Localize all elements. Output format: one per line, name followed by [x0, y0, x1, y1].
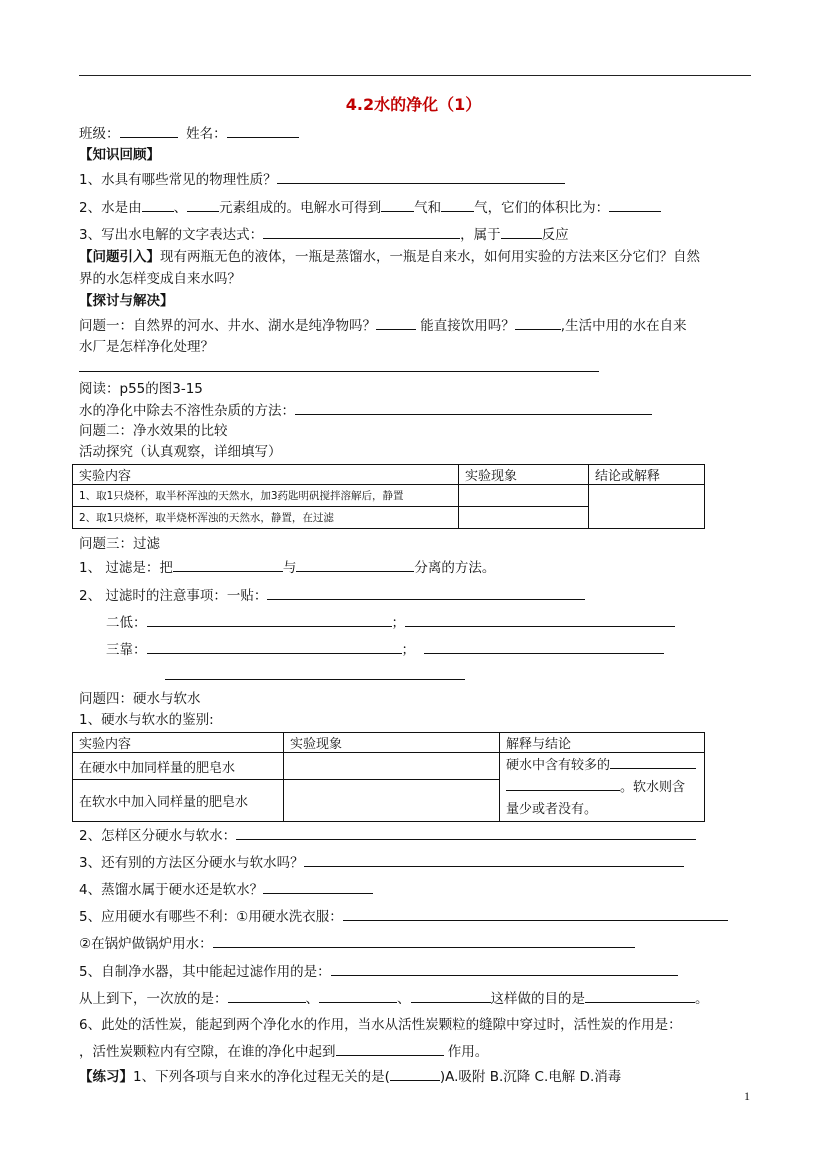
h-question-8: 6、此处的活性炭，能起到两个净化水的作用，当水从活性炭颗粒的缝隙中穿过时，活性炭的作用是：: [79, 1017, 682, 1033]
practice-blank[interactable]: [390, 1067, 440, 1081]
three-lean-blank-1[interactable]: [147, 640, 402, 654]
remove-method: 水的净化中除去不溶性杂质的方法：: [79, 401, 652, 420]
discuss-heading: 【探讨与解决】: [79, 293, 174, 309]
q3-blank-1[interactable]: [263, 225, 460, 239]
t1-header-observation: 实验现象: [459, 465, 589, 485]
two-low-blank-2[interactable]: [405, 613, 675, 627]
t1-header-conclusion: 结论或解释: [589, 465, 705, 485]
question-3: 3、写出水电解的文字表达式： ，属于 反应: [79, 227, 569, 243]
h-question-4: 4、蒸馏水属于硬水还是软水？: [79, 880, 373, 899]
t2-header-conclusion: 解释与结论: [500, 733, 705, 753]
three-lean-line: 三靠： ；: [106, 640, 664, 659]
h3-blank[interactable]: [304, 853, 684, 867]
q1-blank[interactable]: [277, 170, 565, 184]
t2-row-2: 在软水中加入同样量的肥皂水: [73, 780, 284, 822]
experiment-table: [72, 464, 705, 529]
h-question-5b: ②在锅炉做锅炉用水：: [79, 934, 635, 953]
h2-blank[interactable]: [236, 826, 696, 840]
hard-soft-table: [72, 732, 705, 822]
class-name-line: [79, 124, 299, 143]
filter-blank-1[interactable]: [173, 558, 283, 572]
t1-conclusion-cell[interactable]: [589, 485, 705, 529]
q2-blank-4[interactable]: [441, 198, 474, 212]
problem-1-answer: [79, 358, 599, 377]
h-question-2: 2、怎样区分硬水与软水：: [79, 826, 696, 845]
q3-blank-2[interactable]: [501, 225, 542, 239]
h-question-8-line-2: ，活性炭颗粒内有空隙，在谁的净化中起到 作用。: [79, 1044, 489, 1060]
t2-header-observation: 实验现象: [284, 733, 500, 753]
filter-notes: 2、 过滤时的注意事项：一贴：: [79, 586, 585, 605]
intro-line-1: 【问题引入】现有两瓶无色的液体，一瓶是蒸馏水，一瓶是自来水，如何用实验的方法来区分它们？自然: [79, 249, 700, 265]
two-low-blank-1[interactable]: [147, 613, 392, 627]
review-heading: 【知识回顾】: [79, 147, 160, 163]
t1-row-2-observation[interactable]: [459, 507, 589, 529]
filter-definition: 1、 过滤是：把 与 分离的方法。: [79, 560, 496, 576]
h8-blank[interactable]: [336, 1042, 444, 1056]
h4-blank[interactable]: [263, 880, 373, 894]
h5-blank[interactable]: [343, 907, 728, 921]
t2-header-content: 实验内容: [73, 733, 284, 753]
h7-blank-4[interactable]: [585, 989, 695, 1003]
problem-1: 问题一：自然界的河水、井水、湖水是纯净物吗？ 能直接饮用吗？ ,生活中用的水在自来: [79, 318, 687, 334]
q2-blank-2[interactable]: [187, 198, 219, 212]
question-2: 2、水是由 、 元素组成的。电解水可得到 气和 气，它们的体积比为：: [79, 198, 661, 217]
name-blank[interactable]: [227, 124, 299, 138]
t1-row-1-observation[interactable]: [459, 485, 589, 507]
t2-blank-1[interactable]: [610, 755, 696, 769]
t2-conclusion-cell: 硬水中含有较多的 。软水则含 量少或者没有。: [500, 753, 705, 822]
q2-blank-5[interactable]: [609, 198, 661, 212]
three-lean-blank-2[interactable]: [424, 640, 664, 654]
q2-blank-3[interactable]: [381, 198, 414, 212]
name-label: 姓名：: [186, 126, 227, 142]
t2-row-1-observation[interactable]: [284, 753, 500, 780]
problem-4: 问题四：硬水与软水: [79, 691, 201, 707]
h7-blank-1[interactable]: [228, 989, 306, 1003]
class-label: 班级：: [79, 126, 120, 142]
h-question-5: 5、应用硬水有哪些不利：①用硬水洗衣服：: [79, 907, 728, 926]
question-1: 1、水具有哪些常见的物理性质？: [79, 170, 565, 189]
class-blank[interactable]: [120, 124, 178, 138]
header-rule: [79, 75, 751, 76]
three-lean-blank-3[interactable]: [165, 666, 465, 680]
intro-line-2: 界的水怎样变成自来水吗？: [79, 271, 241, 287]
p1-answer-blank[interactable]: [79, 358, 599, 372]
t2-blank-2[interactable]: [506, 777, 620, 791]
q2-blank-1[interactable]: [142, 198, 174, 212]
practice: 【练习】1、下列各项与自来水的净化过程无关的是( )A.吸附 B.沉降 C.电解 D.消毒: [79, 1069, 622, 1085]
t1-header-content: 实验内容: [73, 465, 459, 485]
p1-blank-1[interactable]: [376, 316, 416, 330]
filter-blank-2[interactable]: [296, 558, 414, 572]
page-number: 1: [744, 1089, 750, 1103]
t2-row-2-observation[interactable]: [284, 780, 500, 822]
t2-row-1: 在硬水中加同样量的肥皂水: [73, 753, 284, 780]
h-question-7: 从上到下，一次放的是： 、 、 这样做的目的是 。: [79, 991, 709, 1007]
hs-identify: 1、硬水与软水的鉴别:: [79, 712, 214, 728]
h7-blank-2[interactable]: [319, 989, 397, 1003]
problem-2: 问题二：净水效果的比较: [79, 423, 228, 439]
two-low-line: 二低： ；: [106, 613, 675, 632]
three-lean-line-2: [165, 666, 465, 685]
remove-method-blank[interactable]: [295, 401, 652, 415]
h-question-3: 3、还有别的方法区分硬水与软水吗？: [79, 853, 684, 872]
p1-blank-2[interactable]: [515, 316, 561, 330]
h-question-6: 5、自制净水器，其中能起过滤作用的是：: [79, 962, 678, 981]
t1-row-1: 1、取1只烧杯，取半杯浑浊的天然水，加3药匙明矾搅拌溶解后，静置: [73, 485, 459, 507]
one-paste-blank[interactable]: [267, 586, 585, 600]
h7-blank-3[interactable]: [411, 989, 491, 1003]
activity: 活动探究（认真观察，详细填写）: [79, 444, 282, 460]
page-title: 4.2水的净化（1）: [345, 95, 482, 114]
h6-blank[interactable]: [331, 962, 678, 976]
reading: 阅读：p55的图3-15: [79, 381, 203, 397]
problem-3: 问题三：过滤: [79, 536, 160, 552]
t1-row-2: 2、取1只烧杯，取半烧杯浑浊的天然水，静置，在过滤: [73, 507, 459, 529]
h5b-blank[interactable]: [213, 934, 635, 948]
problem-1-line-2: 水厂是怎样净化处理？: [79, 339, 214, 355]
